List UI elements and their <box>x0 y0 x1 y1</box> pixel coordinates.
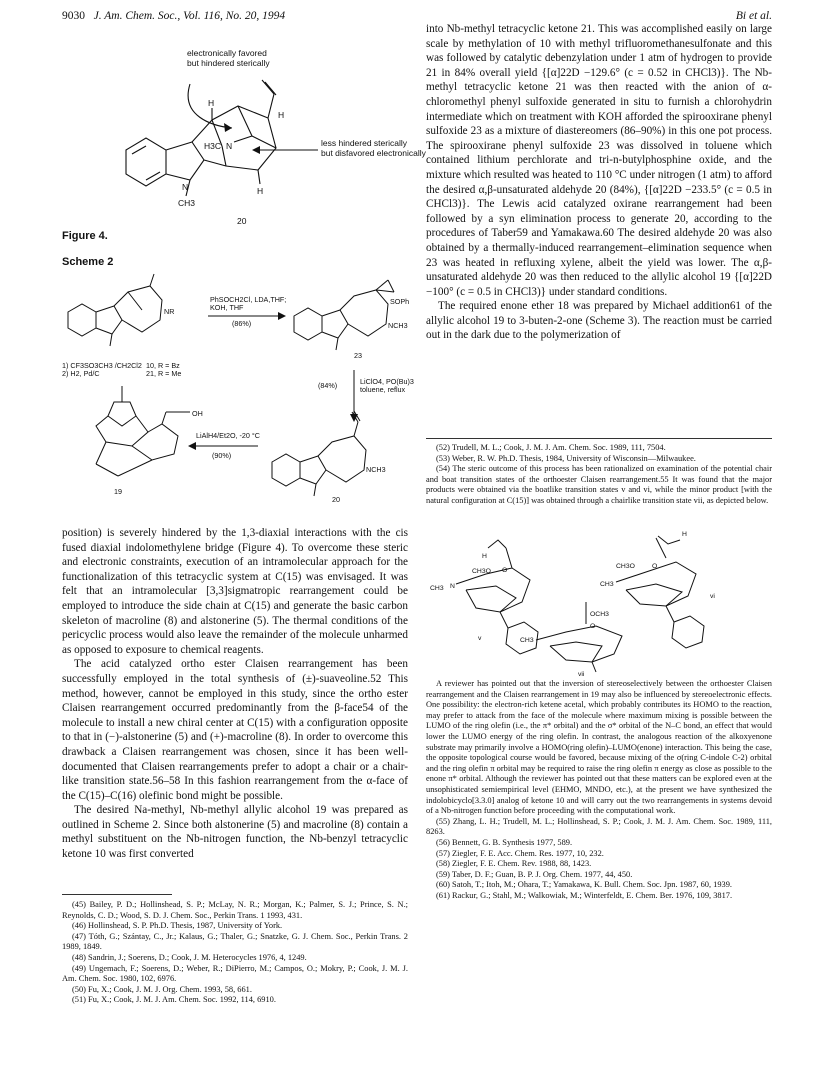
footnote: (46) Hollinshead, S. P. Ph.D. Thesis, 1987, University of York. <box>72 921 283 931</box>
substituent-label: NCH3 <box>366 465 386 474</box>
footnote: (60) Satoh, T.; Itoh, M.; Ohara, T.; Yamakawa, K. Bull. Chem. Soc. Jpn. 1987, 60, 1939. <box>436 880 732 890</box>
paragraph: position) is severely hindered by the 1,3-diaxial interactions with the cis fused diaxial indolomethylene bridge (Figure 4). To overcome these steric and electronic constraints, execution of an intramolecular approach for the functionalization of this tetracyclic system at C(15) was envisaged. It was felt that an intramolecular [3,3]sigmatropic rearrangement could be employed to introduce the side chain at C(15) and generate the basic carbon skeleton of macroline (8) and alstonerine (5). The thermal conditions of the pericyclic process would also leave the remainder of the molecule unharmed as opposed to exposure to chemical reagents. <box>62 527 408 656</box>
footnote: (61) Rackur, G.; Stahl, M.; Walkowiak, M.; Winterfeldt, E. Chem. Ber. 1976, 109, 3817. <box>436 890 733 900</box>
reagent-2-line-2: toluene, reflux <box>360 385 406 394</box>
atom-label: CH3O <box>616 563 635 570</box>
running-authors: Bi et al. <box>735 10 772 22</box>
atom-label: O <box>590 623 596 630</box>
footnote: (52) Trudell, M. L.; Cook, J. M. J. Am. Chem. Soc. 1989, 111, 7504. <box>436 443 666 452</box>
scheme-2-drawing <box>62 276 414 516</box>
reagent-1-line-2: KOH, THF <box>210 303 244 312</box>
footnote: (57) Ziegler, F. E. Acc. Chem. Res. 1977, 10, 232. <box>436 848 604 858</box>
footnote: (56) Bennett, G. B. Synthesis 1977, 589. <box>436 837 573 847</box>
figure-4-structure <box>62 46 426 241</box>
footnote: A reviewer has pointed out that the inversion of stereoselectively between the orthoester Claisen rearrangement and the Claisen rearrangement in 19 may also be influenced by stereoelectronic effects. One possibility: the electron-rich ketene acetal, which probably contributes its HOMO to the reaction, may prefer to attack from the face of the molecule where maximum mixing is possible between the LUMO of the ring olefin (i.e., the π* orbital) and the σ* orbital of the N–C bond, an effect that would lower the LUMO energy of the ring olefin. In contrast, the analogous reaction of the alkoxyenone substrate may primarily involve a HOMO(ring olefin)–LUMO(enone) interaction. This being the case, the opposite topological course would be favored, because mixing of the σ(ring C-indole C-2) orbital and the ring olefin π orbital may be required to raise the ring olefin π energy as close as possible to the enone π* orbital. Although the reviewer has pointed out that these matters can be explored even at the unsophisticated semiempirical level (EHMO, MNDO, etc.), at the present we have synthesized the indolobicyclo[3.3.0] analog of ketone 10 and will carry out the two rearrangements in systems devoid of a Nb-nitrogen function before proceeding with the computational work. <box>426 679 772 816</box>
footnote: (47) Tóth, G.; Szántay, C., Jr.; Kalaus, G.; Thaler, G.; Snatzke, G. J. Chem. Soc., Perkin Trans. 2 1989, 1849. <box>62 931 408 952</box>
atom-label: O <box>502 567 508 574</box>
paragraph: into Nb-methyl tetracyclic ketone 21. This was accomplished easily on large scale by methylation of 10 with methyl trifluoromethanesulfonate and this was followed by catalytic debenzylation under 1 atm of hydrogen to provide 21 in 84% overall yield {[α]22D −129.6° (c = 0.52 in CHCl3)}. The Nb-methyl tetracyclic ketone 21 was then reacted with the anion of α-chloromethyl phenyl sulfoxide generated in situ to furnish a chlorohydrin intermediate which on treatment with KOH afforded the spirooxirane phenyl sulfoxide 23 as a mixture of diastereomers (86–90%) in this one pot process. The spirooxirane phenyl sulfoxide 23 was dissolved in toluene which contained lithium perchlorate and tri-n-butylphosphine oxide, and the mixture which resulted was heated to 110 °C under nitrogen (1 atm) to afford the desired α,β-unsaturated aldehyde 20 (84%), {[α]22D −233.5° (c = 0.5 in CHCl3)}. The Lewis acid catalyzed oxirane rearrangement had been followed by a syn elimination process to generate 20, according to the procedures of Taber59 and Yamakawa.60 The desired aldehyde 20 was also obtained by a thermally-induced rearrangement–elimination sequence when 23 was heated in refluxing xylene, albeit the yield was lower. The α,β-unsaturated aldehyde 20 was then reduced to the allylic alcohol 19 {[α]22D −100° (c = 0.5 in CHCl3)} under standard conditions. <box>426 23 772 298</box>
atom-label: H3C <box>204 141 222 151</box>
atom-label: H <box>257 186 264 196</box>
compound-10-label: 10, R = Bz <box>146 361 180 370</box>
condition-left-2: 2) H2, Pd/C <box>62 369 100 378</box>
footnote: (53) Weber, R. W. Ph.D. Thesis, 1984, University of Wisconsin—Milwaukee. <box>436 453 696 463</box>
atom-label: N <box>450 583 455 590</box>
atom-label: CH3 <box>430 585 444 592</box>
paragraph: The desired Na-methyl, Nb-methyl allylic alcohol 19 was prepared as outlined in Scheme 2. Since both alstonerine (5) and macroline (8) contain a methyl substituent on the Nb-nitrogen function, the Nb-benzyl tetracyclic ketone 10 was first converted <box>62 804 408 861</box>
reagent-3: LiAlH4/Et2O, -20 °C <box>196 431 260 440</box>
compound-19-label: 19 <box>114 487 122 496</box>
fig4-annot-top-2: but hindered sterically <box>187 58 270 68</box>
atom-label: H <box>682 531 687 538</box>
yield-3: (90%) <box>212 451 232 460</box>
atom-label: N <box>226 141 233 151</box>
ts-label-vi: vi <box>710 593 715 600</box>
atom-label: OCH3 <box>590 611 609 618</box>
right-column-body <box>426 22 772 343</box>
page-number: 9030 <box>62 10 85 22</box>
left-column-body <box>62 526 408 862</box>
reagent-1-line-1: PhSOCH2Cl, LDA,THF; <box>210 295 287 304</box>
compound-21-label: 21, R = Me <box>146 369 182 378</box>
fig4-annot-right-1: less hindered sterically <box>321 138 407 148</box>
atom-label: CH3 <box>520 637 534 644</box>
footnote-divider <box>62 894 172 895</box>
fig4-annot-right-2: but disfavored electronically <box>321 148 426 158</box>
footnote: (59) Taber, D. F.; Guan, B. P. J. Org. Chem. 1977, 44, 450. <box>436 869 633 879</box>
footnote: (45) Bailey, P. D.; Hollinshead, S. P.; McLay, N. R.; Morgan, K.; Palmer, S. J.; Prince, S. N.; Reynolds, C. D.; Wood, S. D. J. Chem. Soc., Perkin Trans. 1 1993, 431. <box>62 900 408 920</box>
ts-label-v: v <box>478 635 482 642</box>
right-footnotes-top <box>426 443 772 507</box>
substituent-label: OH <box>192 409 203 418</box>
footnote: (48) Sandrin, J.; Soerens, D.; Cook, J. M. Heterocycles 1976, 4, 1249. <box>72 952 307 962</box>
footnote: (50) Fu, X.; Cook, J. M. J. Org. Chem. 1993, 58, 661. <box>72 984 252 994</box>
yield-1: (86%) <box>232 319 252 328</box>
footnote-divider <box>426 438 772 439</box>
substituent-label: NCH3 <box>388 321 408 330</box>
journal-citation: J. Am. Chem. Soc., Vol. 116, No. 20, 1994 <box>93 10 286 22</box>
atom-label: H <box>278 110 285 120</box>
substituent-label: SOPh <box>390 297 410 306</box>
fig4-compound-number: 20 <box>237 216 247 226</box>
atom-label: CH3O <box>472 568 491 575</box>
footnote: (49) Ungemach, F.; Soerens, D.; Weber, R.; DiPierro, M.; Campos, O.; Mokry, P.; Cook, J. M. J. Am. Chem. Soc. 1980, 102, 6976. <box>62 963 408 984</box>
running-header <box>62 10 285 22</box>
paragraph: The acid catalyzed ortho ester Claisen rearrangement has been successfully employed in the total synthesis of (±)-suaveoline.52 This method, however, cannot be employed in this study, since the ortho ester Claisen rearrangement occurred predominantly from the β-face54 of the molecule to install a new chiral center at C(15) with a configuration opposite to that in (−)-alstonerine (5) and (+)-macroline (8). In order to overcome this drawback a Claisen rearrangement was chosen, since it has been well-documented that Claisen rearrangements prefer to adopt a chair or a chair-like transition state.56–58 In this fashion rearrangement from the α-face of the C(15)–C(16) olefinic bond might be possible. <box>62 658 408 802</box>
paragraph: The required enone ether 18 was prepared by Michael addition61 of the allylic alcohol 19 to 3-buten-2-one (Scheme 3). The reaction must be carried out in the dark due to the polymerization of <box>426 300 772 342</box>
footnote: (54) The steric outcome of this process has been rationalized on examination of the potential chair and boat transition states of the orthoester Claisen rearrangement.55 It was found that the major products were obtained via the boatlike transition states v and vi, while the minor product [with the natural configuration at C(15)] was obtained through a chairlike transition state vii, as depicted below. <box>426 464 772 505</box>
atom-label: O <box>652 563 658 570</box>
atom-label: N <box>182 182 189 192</box>
ts-label-vii: vii <box>578 671 585 678</box>
scheme-2-label: Scheme 2 <box>62 256 114 268</box>
fig4-annot-top-1: electronically favored <box>187 48 267 58</box>
atom-label: H <box>482 553 487 560</box>
footnote: (58) Ziegler, F. E. Chem. Rev. 1988, 88, 1423. <box>436 859 592 869</box>
yield-2: (84%) <box>318 381 338 390</box>
footnote: (55) Zhang, L. H.; Trudell, M. L.; Hollinshead, S. P.; Cook, J. M. J. Am. Chem. Soc. 1989, 111, 8263. <box>426 816 772 837</box>
transition-states-drawing <box>426 528 772 678</box>
atom-label: H <box>208 98 215 108</box>
footnote: (51) Fu, X.; Cook, J. M. J. Am. Chem. Soc. 1992, 114, 6910. <box>72 995 276 1005</box>
reagent-2-line-1: LiClO4, PO(Bu)3 <box>360 377 414 386</box>
condition-left-1: 1) CF3SO3CH3 /CH2Cl2 <box>62 361 142 370</box>
compound-23-label: 23 <box>354 351 362 360</box>
atom-label: CH3 <box>178 198 196 208</box>
compound-20-label: 20 <box>332 495 340 504</box>
right-footnotes-bottom <box>426 679 772 901</box>
substituent-label: NR <box>164 307 175 316</box>
left-footnotes <box>62 900 408 1006</box>
atom-label: CH3 <box>600 581 614 588</box>
figure-4-label: Figure 4. <box>62 230 108 242</box>
